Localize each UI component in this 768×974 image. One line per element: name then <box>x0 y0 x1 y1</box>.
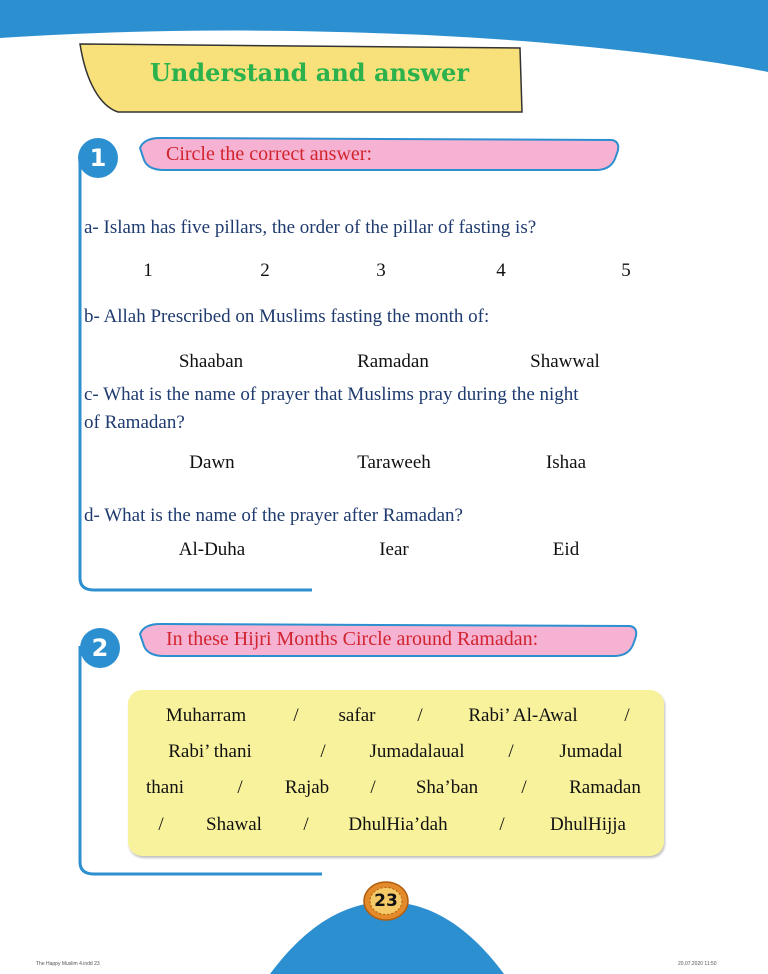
footer-date-note: 20.07.2020 11:50 <box>678 961 717 967</box>
separator: / <box>237 777 243 798</box>
answer-option[interactable]: Al-Duha <box>178 539 246 560</box>
month-item[interactable]: Rabi’ Al-Awal <box>468 705 578 726</box>
separator: / <box>320 741 326 762</box>
question-c-line-2: of Ramadan? <box>84 412 185 433</box>
separator: / <box>370 777 376 798</box>
month-item[interactable]: Rajab <box>284 777 330 798</box>
answer-option[interactable]: 2 <box>260 260 270 281</box>
separator: / <box>417 705 423 726</box>
answer-option[interactable]: Taraweeh <box>357 452 431 473</box>
question-b: b- Allah Prescribed on Muslims fasting the month of: <box>84 306 490 327</box>
separator: / <box>303 814 309 835</box>
separator: / <box>499 814 505 835</box>
month-item[interactable]: DhulHijja <box>550 814 626 835</box>
question-d: d- What is the name of the prayer after Ramadan? <box>84 505 463 526</box>
month-item[interactable]: Muharram <box>165 705 247 726</box>
footer-file-note: The Happy Muslim 4.indd 23 <box>36 961 100 967</box>
month-item[interactable]: thani <box>146 777 184 798</box>
answer-option[interactable]: Shaaban <box>178 351 244 372</box>
question-c-line-1: c- What is the name of prayer that Muslims pray during the night <box>84 384 579 405</box>
answer-option[interactable]: Dawn <box>189 452 235 473</box>
answer-option[interactable]: Ishaa <box>545 452 587 473</box>
month-item[interactable]: safar <box>338 705 376 726</box>
month-item[interactable]: Shawal <box>206 814 262 835</box>
separator: / <box>624 705 630 726</box>
answer-option[interactable]: Shawwal <box>530 351 600 372</box>
month-item[interactable]: Ramadan <box>569 777 641 798</box>
separator: / <box>521 777 527 798</box>
answer-option[interactable]: 1 <box>143 260 153 281</box>
answer-option[interactable]: Iear <box>379 539 409 560</box>
question-a: a- Islam has five pillars, the order of the pillar of fasting is? <box>84 217 537 238</box>
page-number: 23 <box>374 891 398 911</box>
page-title: Understand and answer <box>150 58 470 87</box>
month-item[interactable]: DhulHia’dah <box>348 814 448 835</box>
month-item[interactable]: Jumadal <box>559 741 623 762</box>
section-1-number-badge: 1 <box>78 138 118 178</box>
answer-option[interactable]: Ramadan <box>357 351 429 372</box>
answer-option[interactable]: Eid <box>552 539 580 560</box>
section-1-instruction: Circle the correct answer: <box>166 143 373 165</box>
month-item[interactable]: Jumadalaual <box>369 741 465 762</box>
separator: / <box>158 814 164 835</box>
answer-option[interactable]: 4 <box>496 260 506 281</box>
section-2-number-badge: 2 <box>80 628 120 668</box>
month-item[interactable]: Rabi’ thani <box>168 741 252 762</box>
answer-option[interactable]: 3 <box>376 260 386 281</box>
section-2-instruction: In these Hijri Months Circle around Ramadan: <box>166 628 539 650</box>
separator: / <box>508 741 514 762</box>
separator: / <box>293 705 299 726</box>
month-item[interactable]: Sha’ban <box>415 777 479 798</box>
answer-option[interactable]: 5 <box>621 260 631 281</box>
